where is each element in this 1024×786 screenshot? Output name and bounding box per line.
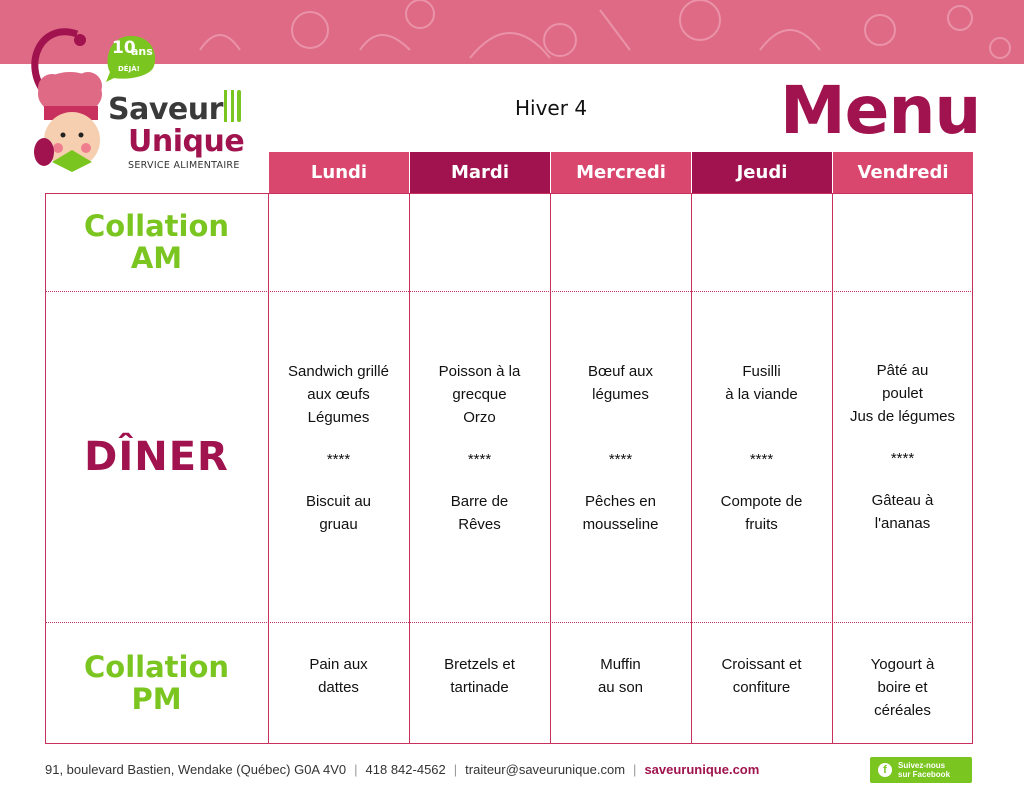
brand-name-line2: Unique xyxy=(128,124,245,159)
meal-line: grecque xyxy=(452,386,507,403)
row-label-diner xyxy=(45,291,268,622)
meal-line: légumes xyxy=(592,386,649,403)
dessert-line: Compote de xyxy=(720,493,803,510)
row-label-line: PM xyxy=(131,682,182,716)
facebook-label xyxy=(898,761,950,779)
snack-line: Bretzels et xyxy=(444,656,515,673)
menu-title: Menu xyxy=(780,72,981,149)
footer-separator: | xyxy=(453,762,458,777)
day-header-mardi: Mardi xyxy=(409,152,550,193)
dessert-line: Gâteau à xyxy=(871,492,934,509)
row-label-line: Collation xyxy=(83,650,230,684)
day-header-vendredi: Vendredi xyxy=(832,152,973,193)
snack-line: Croissant et xyxy=(721,656,802,673)
snack-line: confiture xyxy=(732,679,791,696)
meal-separator: **** xyxy=(326,451,351,468)
snack-line: Pain aux xyxy=(309,656,368,673)
snack-line: boire et xyxy=(877,679,928,696)
dessert-line: Biscuit au xyxy=(305,493,372,510)
meal-line: Pâté au xyxy=(876,362,929,379)
dessert-line: Rêves xyxy=(458,516,501,533)
meal-line: Bœuf aux xyxy=(587,363,654,380)
snack-line: tartinade xyxy=(450,679,509,696)
menu-period: Hiver 4 xyxy=(515,96,588,120)
day-header-lundi: Lundi xyxy=(268,152,409,193)
meal-separator: **** xyxy=(608,451,633,468)
footer-website-link[interactable]: saveurunique.com xyxy=(644,762,760,777)
fork-knife-icon xyxy=(222,90,242,124)
meal-line: aux œufs xyxy=(307,386,370,403)
collation-pm-cell-mercredi xyxy=(550,653,691,699)
dessert-line: Barre de xyxy=(450,493,509,510)
diner-cell-jeudi xyxy=(691,360,832,536)
collation-pm-cell-mardi xyxy=(409,653,550,699)
facebook-follow-button[interactable] xyxy=(870,757,972,783)
snack-line: dattes xyxy=(318,679,359,696)
anniversary-number: 10 xyxy=(112,38,136,58)
row-label-line: AM xyxy=(130,241,183,275)
dessert-line: mousseline xyxy=(582,516,659,533)
row-label-text: DÎNER xyxy=(84,433,229,480)
dessert-line: l'ananas xyxy=(874,515,931,532)
snack-line: céréales xyxy=(874,702,931,719)
facebook-icon: f xyxy=(878,763,892,777)
diner-cell-mardi xyxy=(409,360,550,536)
anniversary-tag: DÉJÀ! xyxy=(118,65,140,73)
meal-line: à la viande xyxy=(725,386,798,403)
brand-tagline: SERVICE ALIMENTAIRE xyxy=(128,160,240,171)
meal-separator: **** xyxy=(749,451,774,468)
collation-pm-cell-jeudi xyxy=(691,653,832,699)
meal-line: Orzo xyxy=(463,409,496,426)
brand-name-line1: Saveur xyxy=(108,92,223,127)
meal-line: Jus de légumes xyxy=(849,408,956,425)
day-header-row xyxy=(268,152,973,193)
diner-cell-vendredi xyxy=(832,359,973,535)
meal-separator: **** xyxy=(890,450,915,467)
snack-line: Muffin xyxy=(600,656,641,673)
row-label-collation-pm xyxy=(45,622,268,744)
facebook-label-line1: Suivez-nous xyxy=(898,761,946,770)
footer-phone[interactable]: 418 842-4562 xyxy=(365,762,446,777)
anniversary-word: ans xyxy=(131,45,153,58)
snack-line: au son xyxy=(597,679,644,696)
meal-line: Sandwich grillé xyxy=(288,363,389,380)
meal-line: poulet xyxy=(882,385,923,402)
footer-email[interactable]: traiteur@saveurunique.com xyxy=(465,762,626,777)
dessert-line: Pêches en xyxy=(585,493,656,510)
collation-pm-cell-lundi xyxy=(268,653,409,699)
meal-line: Fusilli xyxy=(742,363,781,380)
meal-line: Légumes xyxy=(307,409,370,426)
footer-separator: | xyxy=(633,762,637,777)
meal-separator: **** xyxy=(467,451,492,468)
row-label-line: Collation xyxy=(83,209,230,243)
footer-address: 91, boulevard Bastien, Wendake (Québec) G0A 4V0 xyxy=(45,762,347,777)
snack-line: Yogourt à xyxy=(870,656,935,673)
diner-cell-mercredi xyxy=(550,360,691,536)
facebook-label-line2: sur Facebook xyxy=(898,770,951,779)
day-header-mercredi: Mercredi xyxy=(550,152,691,193)
day-header-jeudi: Jeudi xyxy=(691,152,832,193)
row-label-collation-am xyxy=(45,193,268,291)
footer-contact xyxy=(45,762,759,777)
dessert-line: fruits xyxy=(745,516,778,533)
collation-pm-cell-vendredi xyxy=(832,653,973,722)
footer-separator: | xyxy=(354,762,358,777)
dessert-line: gruau xyxy=(319,516,358,533)
diner-cell-lundi xyxy=(268,360,409,536)
meal-line: Poisson à la xyxy=(438,363,521,380)
